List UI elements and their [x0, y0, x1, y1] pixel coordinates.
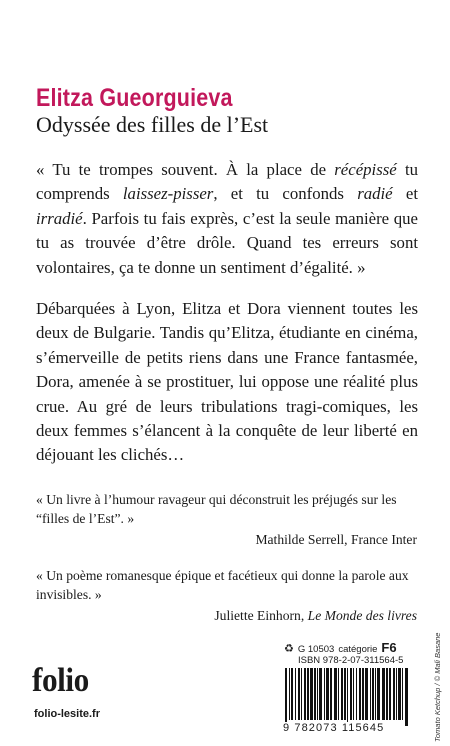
quote-italic-word: radié [357, 184, 393, 204]
barcode-bar [317, 668, 318, 720]
quote-text-segment: , et tu confonds [213, 184, 358, 204]
quote-text-segment: et [392, 184, 418, 204]
barcode-bar [382, 668, 385, 720]
barcode-bar [398, 668, 401, 720]
barcode-bar [338, 668, 339, 720]
barcode-bar [375, 668, 376, 720]
review-credit-2 [214, 608, 417, 624]
barcode-bar [353, 668, 354, 720]
barcode-bar [372, 668, 374, 720]
barcode-bar [370, 668, 371, 720]
isbn: ISBN 978-2-07-311564-5 [298, 655, 404, 666]
book-summary: Débarquées à Lyon, Elitza et Dora viennent toutes les deux de Bulgarie. Tandis qu’Elitza, étudiante en cinéma, s’émerveille de petits riens dans une France fantasmée, Dora, amenée à se prostituer, lui oppose une réalité plus crue. Au gré de leurs tribulations tragi-comiques, les deux femmes s’élancent à la conquête de leur liberté en déjouant les clichés… [36, 299, 418, 465]
barcode-bar [289, 668, 290, 720]
excerpt-quote [36, 158, 418, 280]
barcode-bar [356, 668, 357, 720]
catalog-code: G 10503 [297, 644, 335, 655]
barcode-bar [386, 668, 388, 720]
barcode-bar [405, 668, 408, 726]
review-quote-2: « Un poème romanesque épique et facétieux qui donne la parole aux invisibles. » [36, 568, 409, 602]
book-title: Odyssée des filles de l’Est [36, 112, 269, 137]
publisher-site: folio-lesite.fr [34, 708, 101, 720]
barcode-bar [295, 668, 296, 720]
barcode-bar [324, 668, 325, 720]
recycle-icon: ♻ [284, 643, 294, 655]
author-name: Elitza Gueorguieva [36, 84, 233, 112]
barcode-bar [319, 668, 322, 720]
barcode-bar [362, 668, 364, 720]
review-credit-work-2: Le Monde des livres [307, 608, 417, 623]
barcode-bar [341, 668, 343, 720]
barcode-digits: 9 782073 115645 [283, 722, 385, 734]
barcode-bar [377, 668, 380, 720]
barcode-bar [304, 668, 306, 720]
barcode-bar [298, 668, 300, 720]
cover-credit: Tomato Ketchup / © Mali Basane [433, 632, 442, 742]
quote-italic-word: récépissé [334, 160, 397, 179]
folio-logo: folio [32, 662, 89, 699]
barcode-bar [307, 668, 309, 720]
quote-italic-word: laissez-pisser [122, 184, 214, 204]
barcode-bar [347, 668, 348, 726]
barcode-bar [389, 668, 391, 720]
barcode-bar [359, 668, 361, 720]
barcode-bar [314, 668, 316, 720]
barcode-bar [334, 668, 337, 720]
catalog-line [284, 640, 397, 655]
barcode-bar [326, 668, 329, 720]
barcode-bar [291, 668, 293, 720]
category-label: catégorie [338, 644, 378, 655]
review-credit-name-1: Mathilde Serrell, France Inter [255, 532, 417, 547]
barcode-bar [344, 668, 346, 720]
barcode-bar [365, 668, 368, 720]
quote-italic-word: irradié [36, 208, 83, 228]
quote-text-segment: « Tu te trompes souvent. À la place de [36, 160, 335, 179]
barcode-bar [285, 668, 287, 726]
barcode-bar [396, 668, 397, 720]
barcode-bar [393, 668, 395, 720]
review-credit-name-2: Juliette Einhorn, [214, 608, 308, 623]
quote-text-segment: . Parfois tu fais exprès, c’est la seule manière que tu as trouvée d’être drôle. Quand tes erreurs sont volontaires, ça te donne un sentiment d’égalité. » [36, 208, 418, 277]
barcode-bar [301, 668, 302, 720]
barcode-bar [330, 668, 332, 720]
quote-text-segment: tu comprends [36, 160, 419, 204]
barcode-bar [402, 668, 403, 720]
review-credit-1 [255, 532, 417, 548]
barcode-bar [350, 668, 352, 720]
barcode-bar [310, 668, 313, 720]
review-quote-1: « Un livre à l’humour ravageur qui déconstruit les préjugés sur les “filles de l’Est”. » [36, 492, 397, 526]
category-code: F6 [381, 640, 397, 655]
